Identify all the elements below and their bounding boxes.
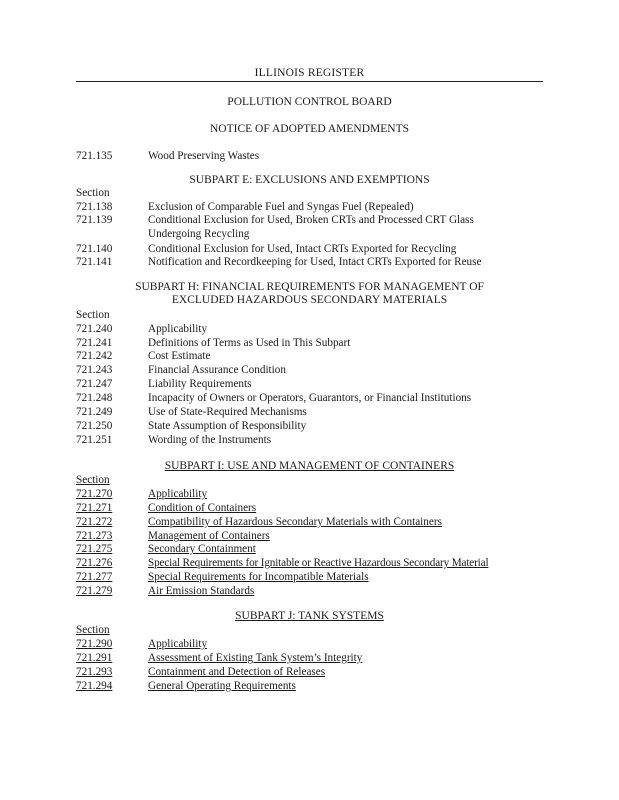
section-label: Section bbox=[76, 474, 110, 486]
section-title: Applicability bbox=[148, 638, 208, 650]
section-title: Definitions of Terms as Used in This Subpart bbox=[148, 337, 351, 349]
section-number: 721.241 bbox=[76, 337, 113, 349]
section-number: 721.240 bbox=[76, 323, 113, 335]
section-title: Compatibility of Hazardous Secondary Materials with Containers bbox=[148, 516, 442, 528]
section-title: Special Requirements for Incompatible Materials bbox=[148, 571, 369, 583]
register-header: ILLINOIS REGISTER bbox=[254, 67, 365, 79]
subpart-e-heading: SUBPART E: EXCLUSIONS AND EXEMPTIONS bbox=[189, 174, 430, 186]
section-number: 721.251 bbox=[76, 434, 113, 446]
notice-title: NOTICE OF ADOPTED AMENDMENTS bbox=[209, 123, 410, 135]
section-title: Conditional Exclusion for Used, Intact CRTs Exported for Recycling bbox=[148, 243, 457, 255]
section-title: Air Emission Standards bbox=[148, 585, 255, 597]
section-number: 721.277 bbox=[76, 571, 113, 583]
section-number: 721.294 bbox=[76, 680, 113, 692]
section-number: 721.273 bbox=[76, 530, 113, 542]
section-label: Section bbox=[76, 309, 110, 321]
section-number: 721.270 bbox=[76, 488, 113, 500]
subpart-h-heading: SUBPART H: FINANCIAL REQUIREMENTS FOR MANAGEMENT OF bbox=[135, 281, 484, 293]
section-number: 721.250 bbox=[76, 420, 113, 432]
section-number: 721.135 bbox=[76, 150, 113, 162]
section-title: Liability Requirements bbox=[148, 378, 252, 390]
section-number: 721.272 bbox=[76, 516, 113, 528]
section-title-continued: Undergoing Recycling bbox=[148, 228, 250, 240]
section-title: Notification and Recordkeeping for Used, Intact CRTs Exported for Reuse bbox=[148, 256, 482, 268]
subpart-i-heading: SUBPART I: USE AND MANAGEMENT OF CONTAINERS bbox=[164, 460, 455, 472]
section-title: Applicability bbox=[148, 488, 208, 500]
subpart-j-heading: SUBPART J: TANK SYSTEMS bbox=[235, 610, 384, 622]
section-title: Financial Assurance Condition bbox=[148, 364, 286, 376]
section-title: Incapacity of Owners or Operators, Guarantors, or Financial Institutions bbox=[148, 392, 472, 404]
section-number: 721.141 bbox=[76, 256, 113, 268]
section-title: Condition of Containers bbox=[148, 502, 257, 514]
section-title: State Assumption of Responsibility bbox=[148, 420, 307, 432]
section-number: 721.247 bbox=[76, 378, 113, 390]
section-number: 721.138 bbox=[76, 201, 113, 213]
section-title: Exclusion of Comparable Fuel and Syngas Fuel (Repealed) bbox=[148, 201, 414, 213]
board-title: POLLUTION CONTROL BOARD bbox=[227, 96, 392, 108]
section-number: 721.275 bbox=[76, 543, 113, 555]
section-number: 721.140 bbox=[76, 243, 113, 255]
section-title: Secondary Containment bbox=[148, 543, 256, 555]
section-number: 721.279 bbox=[76, 585, 113, 597]
section-title: Management of Containers bbox=[148, 530, 270, 542]
section-title: Assessment of Existing Tank System’s Integrity bbox=[148, 652, 363, 664]
section-title: Special Requirements for Ignitable or Reactive Hazardous Secondary Material bbox=[148, 557, 489, 569]
section-title: Use of State-Required Mechanisms bbox=[148, 406, 307, 418]
section-number: 721.276 bbox=[76, 557, 113, 569]
section-title: General Operating Requirements bbox=[148, 680, 296, 692]
section-label: Section bbox=[76, 624, 110, 636]
section-label: Section bbox=[76, 187, 110, 199]
section-number: 721.290 bbox=[76, 638, 113, 650]
section-title: Containment and Detection of Releases bbox=[148, 666, 326, 678]
section-number: 721.271 bbox=[76, 502, 113, 514]
section-title: Wording of the Instruments bbox=[148, 434, 272, 446]
section-title: Applicability bbox=[148, 323, 208, 335]
section-title: Conditional Exclusion for Used, Broken CRTs and Processed CRT Glass bbox=[148, 214, 474, 226]
section-number: 721.249 bbox=[76, 406, 113, 418]
section-title: Wood Preserving Wastes bbox=[148, 150, 260, 162]
section-number: 721.242 bbox=[76, 350, 113, 362]
section-title: Cost Estimate bbox=[148, 350, 211, 362]
section-number: 721.248 bbox=[76, 392, 113, 404]
section-number: 721.243 bbox=[76, 364, 113, 376]
subpart-h-heading-line2: EXCLUDED HAZARDOUS SECONDARY MATERIALS bbox=[171, 294, 448, 306]
header-rule bbox=[76, 81, 543, 82]
section-number: 721.291 bbox=[76, 652, 113, 664]
section-number: 721.139 bbox=[76, 214, 113, 226]
section-number: 721.293 bbox=[76, 666, 113, 678]
